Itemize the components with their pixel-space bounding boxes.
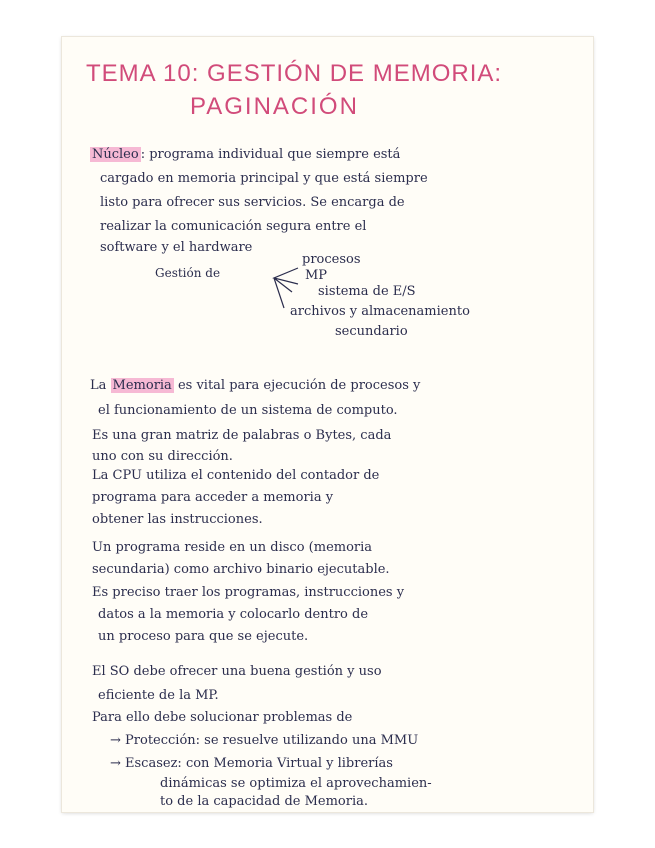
nucleo-line-3: listo para ofrecer sus servicios. Se encarga de	[100, 195, 405, 210]
memoria-line-5: La CPU utiliza el contenido del contador de	[92, 468, 380, 483]
gestion-label: Gestión de	[155, 266, 221, 280]
nucleo-line-1	[90, 147, 400, 162]
so-line-2: eficiente de la MP.	[98, 688, 219, 703]
so-bullet-escasez-cont-1: dinámicas se optimiza el aprovechamien-	[160, 776, 432, 791]
memoria-line-2: el funcionamiento de un sistema de computo.	[98, 403, 398, 418]
memoria-line-3: Es una gran matriz de palabras o Bytes, cada	[92, 428, 392, 443]
memoria-term-highlight: Memoria	[112, 378, 172, 393]
so-line-1: El SO debe ofrecer una buena gestión y uso	[92, 664, 382, 679]
memoria-line-1	[90, 378, 420, 393]
memoria-line-1-rest: es vital para ejecución de procesos y	[173, 378, 421, 393]
programa-line-5: un proceso para que se ejecute.	[98, 629, 309, 644]
so-bullet-escasez-cont-2: to de la capacidad de Memoria.	[160, 794, 368, 809]
nucleo-line-5: software y el hardware	[100, 240, 253, 255]
nucleo-term-highlight: Núcleo	[92, 147, 139, 162]
nucleo-definition-start: : programa individual que siempre está	[140, 147, 401, 162]
gestion-item-archivos: archivos y almacenamiento	[290, 304, 470, 319]
page-title-line-1: TEMA 10: GESTIÓN DE MEMORIA:	[86, 60, 503, 87]
nucleo-line-4: realizar la comunicación segura entre el	[100, 219, 367, 234]
programa-line-1: Un programa reside en un disco (memoria	[92, 540, 373, 555]
programa-line-4: datos a la memoria y colocarlo dentro de	[98, 607, 369, 622]
so-bullet-escasez: → Escasez: con Memoria Virtual y librerías	[110, 756, 393, 771]
gestion-item-es: sistema de E/S	[318, 284, 416, 299]
memoria-line-4: uno con su dirección.	[92, 449, 233, 464]
memoria-line-6: programa para acceder a memoria y	[92, 490, 334, 505]
gestion-item-procesos: procesos	[302, 252, 361, 267]
memoria-line-7: obtener las instrucciones.	[92, 512, 263, 527]
gestion-item-mp: MP	[305, 268, 328, 283]
gestion-item-secundario: secundario	[335, 324, 408, 339]
page-title-line-2: PAGINACIÓN	[190, 93, 359, 120]
nucleo-line-2: cargado en memoria principal y que está siempre	[100, 171, 428, 186]
so-bullet-proteccion: → Protección: se resuelve utilizando una MMU	[110, 733, 419, 748]
memoria-prefix: La	[90, 378, 107, 393]
programa-line-3: Es preciso traer los programas, instrucciones y	[92, 585, 405, 600]
so-line-3: Para ello debe solucionar problemas de	[92, 710, 353, 725]
programa-line-2: secundaria) como archivo binario ejecutable.	[92, 562, 390, 577]
